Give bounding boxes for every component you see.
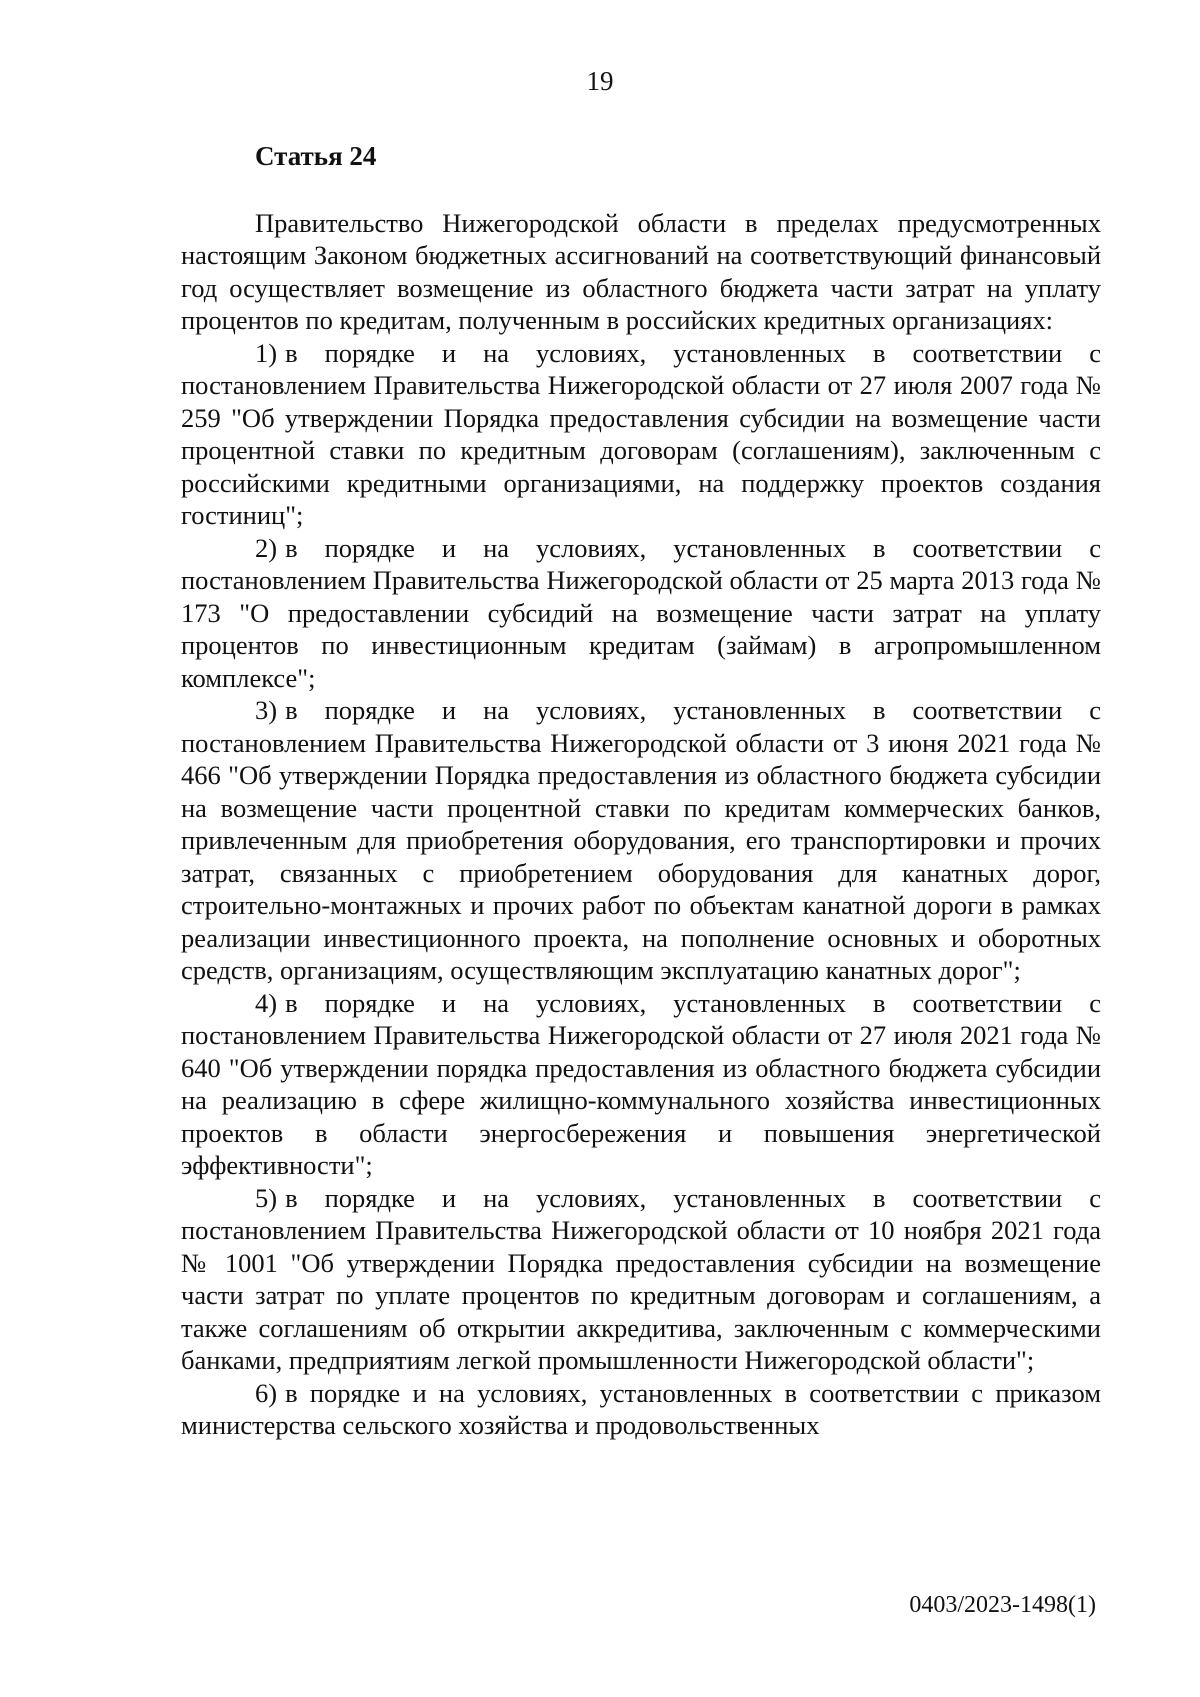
item-text: в порядке и на условиях, установленных в соответствии с постановлением Правительства Нижегородской области от 3 июня 2021 года № 466 "Об утверждении Порядка предоставления из областного бюджета субсидии на возмещение части процентной ставки по кредитам коммерческих банков, привлеченным для приобретения оборудования, его транспортировки и прочих затрат, связанных с приобретением оборудования для канатных дорог, строительно-монтажных и прочих работ по объектам канатной дороги в рамках реализации инвестиционного проекта, на пополнение основных и оборотных средств, организациям, осуществляющим эксплуатацию канатных дорог";	[181, 695, 1101, 985]
item-text: в порядке и на условиях, установленных в соответствии с постановлением Правительства Нижегородской области от 27 июля 2021 года № 640 "Об утверждении порядка предоставления из областного бюджета субсидии на реализацию в сфере жилищно-коммунального хозяйства инвестиционных проектов в области энергосбережения и повышения энергетической эффективности";	[181, 987, 1101, 1180]
item-number: 5)	[255, 1182, 278, 1213]
item-text: в порядке и на условиях, установленных в соответствии с постановлением Правительства Нижегородской области от 27 июля 2007 года № 259 "Об утверждении Порядка предоставления субсидии на возмещение части процентной ставки по кредитным договорам (соглашениям), заключенным с российскими кредитными организациями, на поддержку проектов создания гостиниц";	[181, 337, 1101, 530]
item-text: в порядке и на условиях, установленных в соответствии с постановлением Правительства Нижегородской области от 25 марта 2013 года № 173 "О предоставлении субсидий на возмещение части затрат на уплату процентов по инвестиционным кредитам (займам) в агропромышленном комплексе";	[181, 532, 1101, 693]
article-title: Статья 24	[255, 141, 377, 171]
item-text: в порядке и на условиях, установленных в соответствии с постановлением Правительства Нижегородской области от 10 ноября 2021 года № 1001 "Об утверждении Порядка предоставления субсидии на возмещение части затрат по уплате процентов по кредитным договорам и соглашениям, а также соглашениям об открытии аккредитива, заключенным с коммерческими банками, предприятиям легкой промышленности Нижегородской области";	[181, 1182, 1101, 1375]
item-number: 4)	[255, 987, 278, 1018]
item-number: 2)	[255, 532, 278, 563]
article-intro: Правительство Нижегородской области в пределах предусмотренных настоящим Законом бюджетных ассигнований на соответствующий финансовый год осуществляет возмещение из областного бюджета части затрат на уплату процентов по кредитам, полученным в российских кредитных организациях:	[181, 207, 1101, 335]
article-item-3	[181, 694, 1101, 987]
article-items-list	[181, 337, 1101, 1442]
article-item-2	[181, 532, 1101, 695]
article-body	[181, 140, 1101, 1442]
document-registration-code: 0403/2023-1498(1)	[909, 1592, 1096, 1618]
page-number: 19	[586, 66, 614, 96]
article-item-1	[181, 337, 1101, 532]
item-number: 3)	[255, 695, 278, 725]
item-number: 1)	[255, 337, 278, 368]
article-item-6	[181, 1377, 1101, 1442]
article-item-5	[181, 1182, 1101, 1377]
item-number: 6)	[255, 1377, 278, 1408]
item-text: в порядке и на условиях, установленных в соответствии с приказом министерства сельского хозяйства и продовольственных	[181, 1377, 1101, 1440]
article-item-4	[181, 987, 1101, 1182]
